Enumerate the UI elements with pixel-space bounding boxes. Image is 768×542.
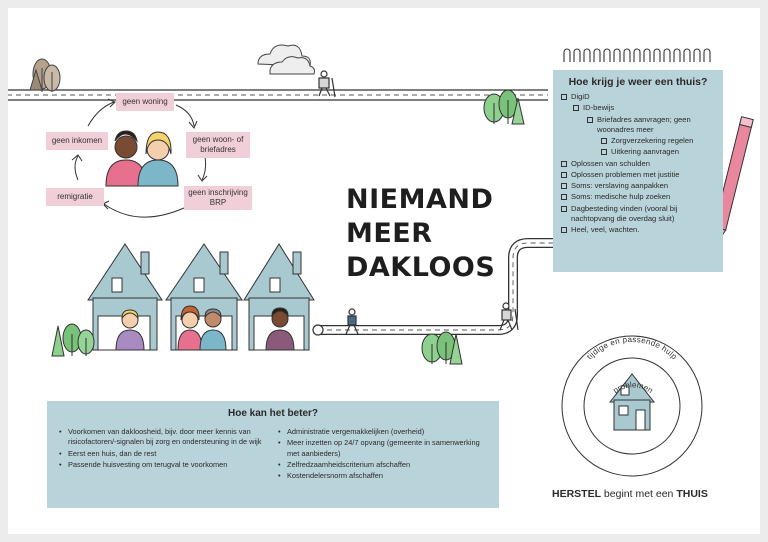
checklist-item: Uitkering aanvragen	[601, 147, 715, 157]
cycle-box-geen-inkomen: geen inkomen	[46, 132, 108, 150]
improvement-item: • Administratie vergemakkelijken (overheid)	[278, 427, 487, 437]
title-line-1: NIEMAND	[346, 184, 494, 215]
improvements-left-column	[59, 427, 268, 483]
herstel-tagline	[552, 488, 708, 500]
checklist-item: ID-bewijs	[573, 103, 715, 113]
cycle-box-geen-inschrijving: geen inschrijving BRP	[184, 186, 252, 210]
tree-group-top-left	[30, 59, 60, 92]
top-road	[8, 90, 548, 100]
checklist-item: Oplossen problemen met justitie	[561, 170, 715, 180]
checklist-items	[561, 92, 715, 235]
improvements-panel	[47, 401, 499, 508]
infographic-page	[8, 8, 760, 534]
outer-circle-label: tijdige en passende hulp	[585, 334, 679, 362]
checklist-item: Soms: medische hulp zoeken	[561, 192, 715, 202]
couple-illustration	[106, 131, 178, 186]
title-line-2: MEER	[346, 218, 433, 249]
help-circle-diagram	[562, 335, 702, 476]
tree-group-lower-middle	[422, 332, 462, 364]
improvements-title: Hoe kan het beter?	[227, 408, 319, 419]
inner-circle-label: problemen	[611, 380, 655, 396]
note-spiral	[560, 46, 720, 64]
improvement-item: • Zelfredzaamheidscriterium afschaffen	[278, 460, 487, 470]
herstel-middle: begint met een	[601, 488, 677, 500]
checklist-item: Dagbesteding vinden (vooral bij nachtopvang die overdag sluit)	[561, 204, 715, 225]
checklist-note	[553, 70, 723, 272]
improvement-item: • Eerst een huis, dan de rest	[59, 449, 268, 459]
thuis-word: THUIS	[676, 488, 708, 500]
checklist-item: Soms: verslaving aanpakken	[561, 181, 715, 191]
checklist-title: Hoe krijg je weer een thuis?	[568, 76, 708, 88]
checklist-item: Briefadres aanvragen; geen woonadres meer	[587, 115, 715, 136]
spiral-rings	[560, 46, 720, 64]
herstel-word: HERSTEL	[552, 488, 602, 500]
checklist-item: Heel, veel, wachten.	[561, 225, 715, 235]
cycle-box-geen-woning: geen woning	[116, 93, 174, 111]
checklist-item: Oplossen van schulden	[561, 159, 715, 169]
cycle-box-geen-adres: geen woon- of briefadres	[186, 132, 250, 158]
hiker-top	[319, 71, 335, 97]
improvement-item: • Meer inzetten op 24/7 opvang (gemeente in samenwerking met aanbieders)	[278, 438, 487, 459]
improvement-item: • Kostendelersnorm afschaffen	[278, 471, 487, 481]
checklist-item: DigiD	[561, 92, 715, 102]
tree-group-top-right	[484, 90, 524, 124]
houses-row	[88, 244, 314, 350]
improvement-item: • Voorkomen van dakloosheid, bijv. door meer kennis van risicofactoren/-signalen bij zorg en ondersteuning in de wijk	[59, 427, 268, 448]
title-line-3: DAKLOOS	[346, 252, 496, 283]
checklist-item: Zorgverzekering regelen	[601, 136, 715, 146]
improvement-item: • Passende huisvesting om terugval te voorkomen	[59, 460, 268, 470]
improvements-right-column	[278, 427, 487, 483]
tree-group-lower-left	[52, 324, 94, 356]
cycle-box-remigratie: remigratie	[46, 188, 104, 206]
cloud-icon	[258, 45, 315, 74]
